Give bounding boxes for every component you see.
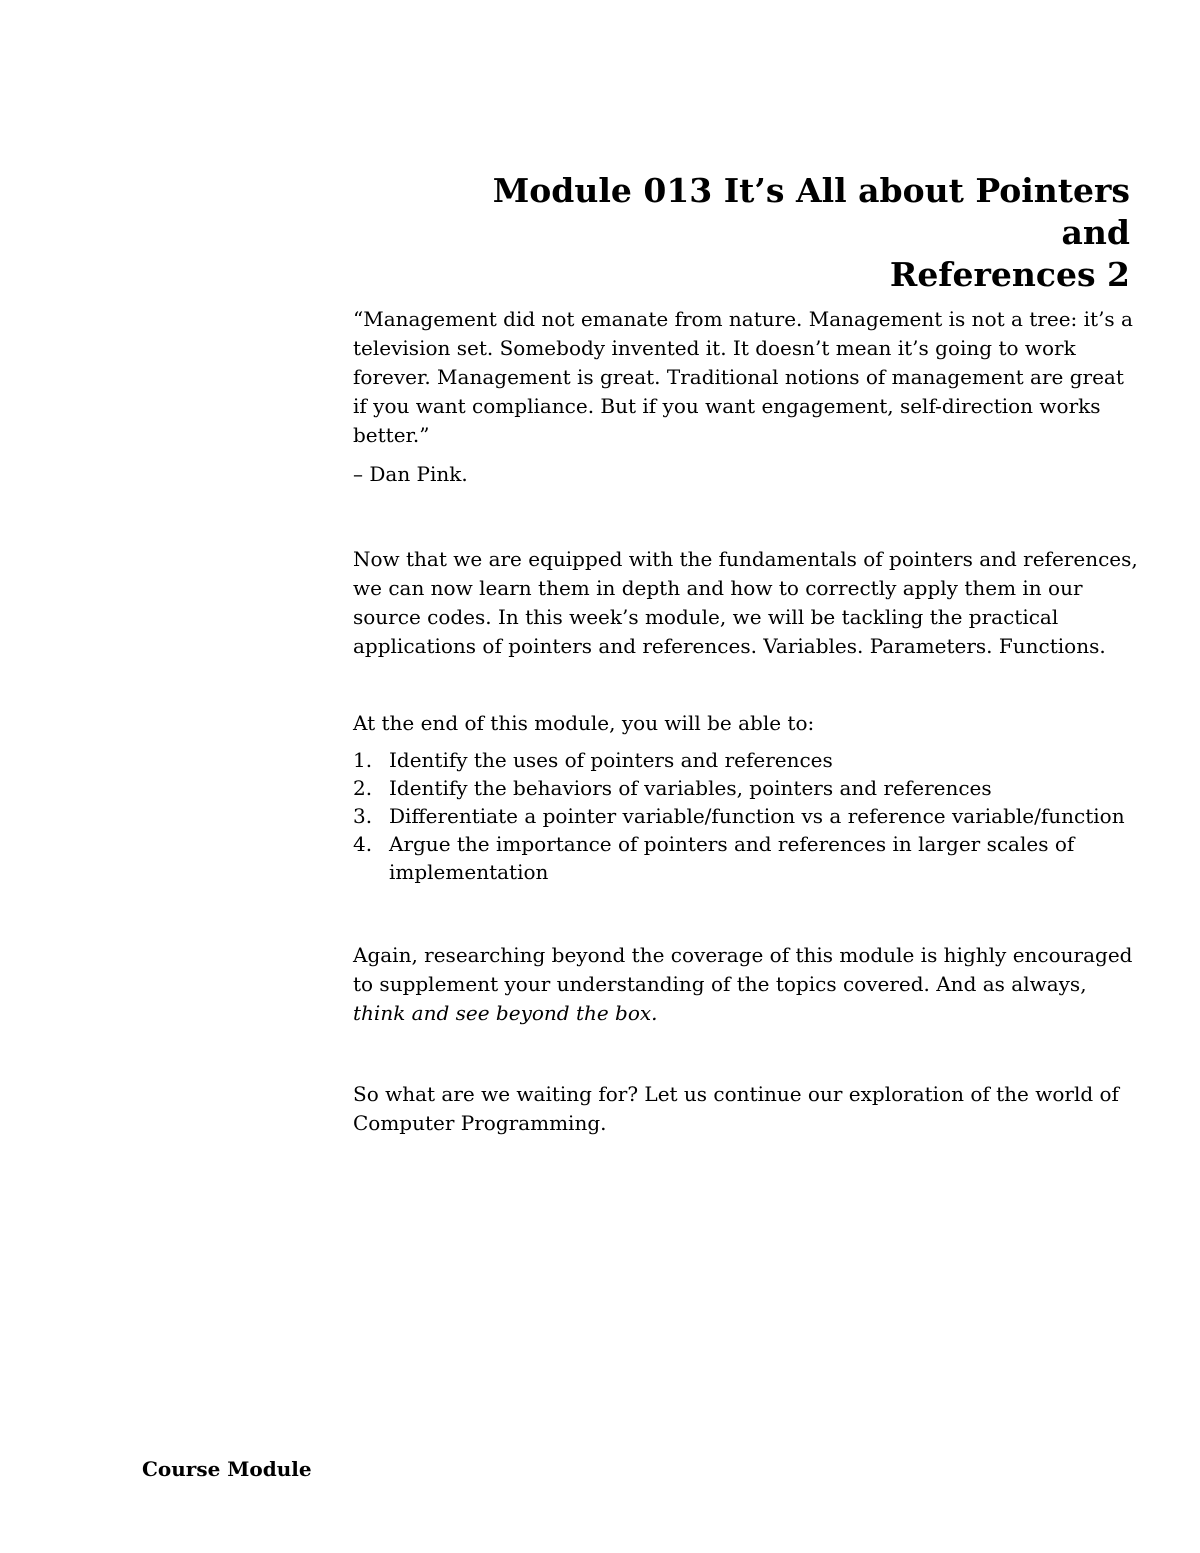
title-line-1: Module 013 It’s All about Pointers and	[492, 171, 1130, 252]
objective-item	[353, 830, 1138, 886]
title-line-2: References 2	[889, 255, 1130, 294]
objective-text: Identify the uses of pointers and references	[389, 748, 833, 772]
research-emphasis: think and see beyond the box.	[353, 1001, 658, 1025]
objective-number: 3.	[353, 804, 373, 828]
objective-number: 4.	[353, 832, 373, 856]
closing-paragraph: So what are we waiting for? Let us continue our exploration of the world of Computer Programming.	[353, 1082, 1119, 1135]
objective-item	[353, 746, 1138, 774]
quote-author: – Dan Pink.	[353, 462, 468, 486]
page-footer: Course Module	[142, 1457, 312, 1481]
research-paragraph	[353, 941, 1138, 1028]
intro-paragraph: Now that we are equipped with the fundamentals of pointers and references, we can now learn them in depth and how to correctly apply them in our source codes. In this week’s module, we will be tackling the practical applications of pointers and references. Variables. Parameters. Functions.	[353, 547, 1138, 658]
objective-item	[353, 802, 1138, 830]
objective-text: Identify the behaviors of variables, pointers and references	[389, 776, 992, 800]
objective-item	[353, 774, 1138, 802]
objective-number: 1.	[353, 748, 373, 772]
objectives-list	[353, 746, 1138, 886]
objectives-lead: At the end of this module, you will be able to:	[353, 711, 815, 735]
objective-text: Argue the importance of pointers and references in larger scales of implementation	[389, 832, 1075, 884]
objective-number: 2.	[353, 776, 373, 800]
page-title	[430, 170, 1130, 296]
research-text: Again, researching beyond the coverage of this module is highly encouraged to supplement your understanding of the topics covered. And as always,	[353, 943, 1133, 996]
module-body	[353, 305, 1138, 1138]
opening-quote: “Management did not emanate from nature. Management is not a tree: it’s a television set. Somebody invented it. It doesn’t mean it’s going to work forever. Management is great. Traditional notions of management are great if you want compliance. But if you want engagement, self-direction works better.”	[353, 307, 1133, 447]
objective-text: Differentiate a pointer variable/function vs a reference variable/function	[389, 804, 1125, 828]
